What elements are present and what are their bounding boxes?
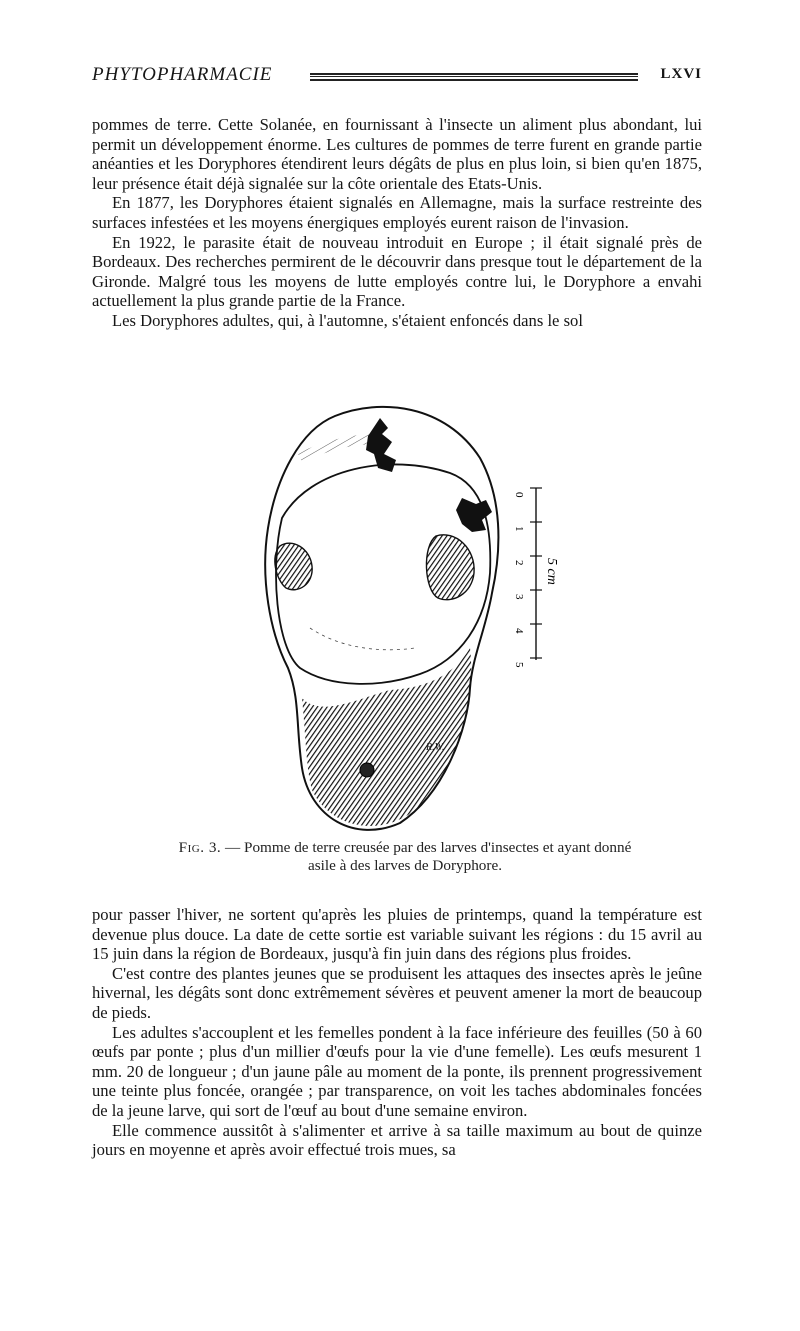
figure-label: Fig. 3. — [178, 839, 222, 856]
scale-unit-label: 5 cm — [544, 558, 559, 585]
paragraph: pour passer l'hiver, ne sortent qu'après les pluies de printemps, quand la température est devenue plus douce. La date de cette sortie est variable suivant les régions : du 15 avril au 15 juin dans la région de Bordeaux, jusqu'à fin juin dans des régions plus froides. — [92, 905, 702, 964]
scale-tick-label: 4 — [513, 628, 525, 634]
caption-text: — Pomme de terre creusée par des larves d'insectes et ayant donné asile à des larves de Doryphore. — [221, 839, 632, 874]
page-number: LXVI — [660, 66, 702, 82]
signature: R.W. — [426, 742, 445, 753]
body-text-top — [92, 115, 702, 331]
scale-tick-label: 2 — [513, 560, 525, 566]
body-text-bottom — [92, 905, 702, 1160]
scale-tick-label: 0 — [513, 492, 525, 498]
scale-tick-label: 1 — [513, 526, 525, 532]
potato-drawing — [240, 398, 560, 836]
paragraph: Les Doryphores adultes, qui, à l'automne, s'étaient enfoncés dans le sol — [112, 310, 583, 330]
insect-hole — [360, 763, 374, 777]
scale-tick-label: 3 — [513, 594, 525, 600]
running-title: PHYTOPHARMACIE — [92, 64, 273, 85]
paragraph: Les adultes s'accouplent et les femelles pondent à la face inférieure des feuilles (50 à 60 œufs par ponte ; plus d'un millier d'œufs pour la vie d'une femelle). Les œufs mesurent 1 mm. 20 de longueur ; d'un jaune pâle au moment de la ponte, ils prennent progressivement une teinte plus foncée, orangée ; par transparence, on voit les taches abdominales foncées de la jeune larve, qui sort de l'œuf au bout d'une semaine environ. — [92, 1022, 702, 1120]
figure-caption — [175, 839, 635, 875]
paragraph: En 1922, le parasite était de nouveau introduit en Europe ; il était signalé près de Bordeaux. Des recherches permirent de le découvrir dans presque tout le département de la Gironde. Malgré tous les moyens de lutte employés contre lui, le Doryphore a envahi actuellement la plus grande partie de la France. — [92, 232, 702, 311]
paragraph: Elle commence aussitôt à s'alimenter et arrive à sa taille maximum au bout de quinze jours en moyenne et après avoir effectué trois mues, sa — [92, 1120, 702, 1160]
paragraph: En 1877, les Doryphores étaient signalés en Allemagne, mais la surface restreinte des surfaces infestées et les moyens énergiques employés eurent raison de l'invasion. — [92, 193, 702, 232]
scale-tick-label: 5 — [513, 662, 525, 668]
scale-bar — [513, 488, 559, 668]
header-rule — [310, 73, 638, 81]
page-header — [92, 64, 702, 90]
potato-illustration — [240, 398, 560, 836]
paragraph: C'est contre des plantes jeunes que se produisent les attaques des insectes après le jeûne hivernal, les dégâts sont donc extrêmement sévères et peuvent amener la mort de beaucoup de pieds. — [92, 963, 702, 1022]
paragraph: pommes de terre. Cette Solanée, en fournissant à l'insecte un aliment plus abondant, lui permit un développement énorme. Les cultures de pommes de terre furent en grande partie anéanties et les Doryphores étendirent leurs dégâts de plus en plus loin, si bien qu'en 1875, leur présence était déjà signalée sur la côte orientale des Etats-Unis. — [92, 115, 702, 193]
